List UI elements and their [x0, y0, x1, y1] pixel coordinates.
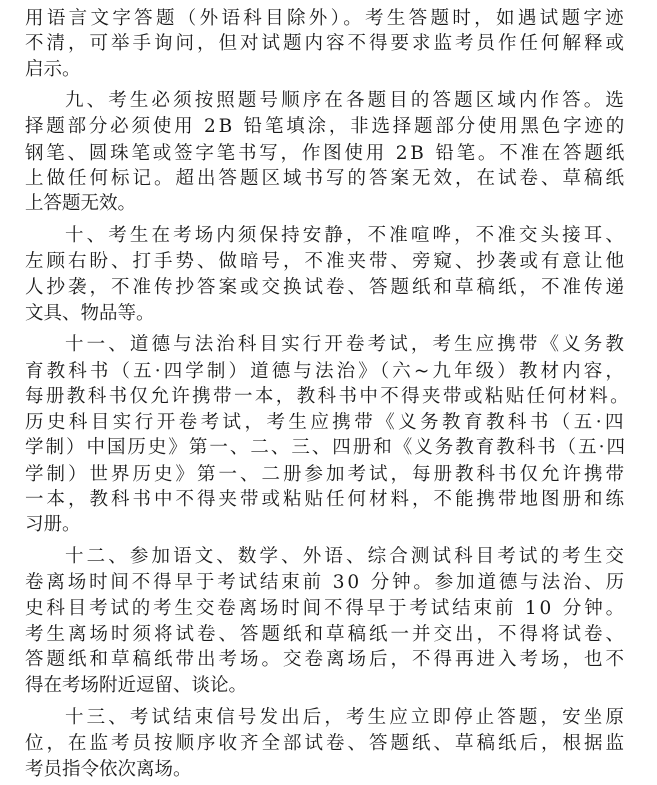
text-line: 史科目考试的考生交卷离场时间不得早于考试结束前 10 分钟。 — [25, 598, 627, 619]
text-line: 答题纸和草稿纸带出考场。交卷离场后，不得再进入考场，也不 — [25, 649, 627, 670]
text-line: 十、考生在考场内须保持安静，不准喧哗，不准交头接耳、 — [65, 225, 627, 246]
text-line: 习册。 — [25, 514, 81, 535]
text-line: 九、考生必须按照题号顺序在各题目的答题区域内作答。选 — [65, 90, 627, 111]
text-line: 得在考场附近逗留、谈论。 — [25, 675, 248, 696]
text-line: 不清，可举手询问，但对试题内容不得要求监考员作任何解释或 — [25, 33, 627, 54]
text-line: 左顾右盼、打手势、做暗号，不准夹带、旁窥、抄袭或有意让他 — [25, 251, 627, 272]
text-line: 卷离场时间不得早于考试结束前 30 分钟。参加道德与法治、历 — [25, 572, 627, 593]
text-line: 一本，教科书中不得夹带或粘贴任何材料，不能携带地图册和练 — [25, 489, 627, 510]
text-line: 择题部分必须使用 2B 铅笔填涂，非选择题部分使用黑色字迹的 — [25, 116, 627, 137]
text-line: 育教科书（五·四学制）道德与法治》（六~九年级）教材内容， — [25, 361, 627, 382]
text-line: 考生离场时须将试卷、答题纸和草稿纸一并交出，不得将试卷、 — [25, 624, 627, 645]
text-line: 十一、道德与法治科目实行开卷考试，考生应携带《义务教 — [65, 334, 627, 355]
text-line: 人抄袭，不准传抄答案或交换试卷、答题纸和草稿纸，不准传递 — [25, 277, 627, 298]
text-line: 位，在监考员按顺序收齐全部试卷、答题纸、草稿纸后，根据监 — [25, 733, 627, 754]
text-line: 历史科目实行开卷考试，考生应携带《义务教育教科书（五·四 — [25, 412, 627, 433]
text-line: 学制）中国历史》第一、二、三、四册和《义务教育教科书（五·四 — [25, 437, 627, 458]
text-line: 每册教科书仅允许携带一本，教科书中不得夹带或粘贴任何材料。 — [25, 386, 631, 407]
text-line: 文具、物品等。 — [25, 303, 155, 324]
text-line: 十三、考试结束信号发出后，考生应立即停止答题，安坐原 — [65, 707, 627, 728]
text-line: 启示。 — [25, 59, 81, 80]
text-line: 用语言文字答题（外语科目除外）。考生答题时，如遇试题字迹 — [25, 8, 627, 29]
text-line: 学制）世界历史》第一、二册参加考试，每册教科书仅允许携带 — [25, 464, 627, 485]
text-line: 上做任何标记。超出答题区域书写的答案无效，在试卷、草稿纸 — [25, 168, 627, 189]
text-line: 十二、参加语文、数学、外语、综合测试科目考试的考生交 — [65, 546, 627, 567]
text-line: 上答题无效。 — [25, 193, 137, 214]
text-line: 钢笔、圆珠笔或签字笔书写，作图使用 2B 铅笔。不准在答题纸 — [25, 143, 627, 164]
text-line: 考员指令依次离场。 — [25, 759, 192, 780]
